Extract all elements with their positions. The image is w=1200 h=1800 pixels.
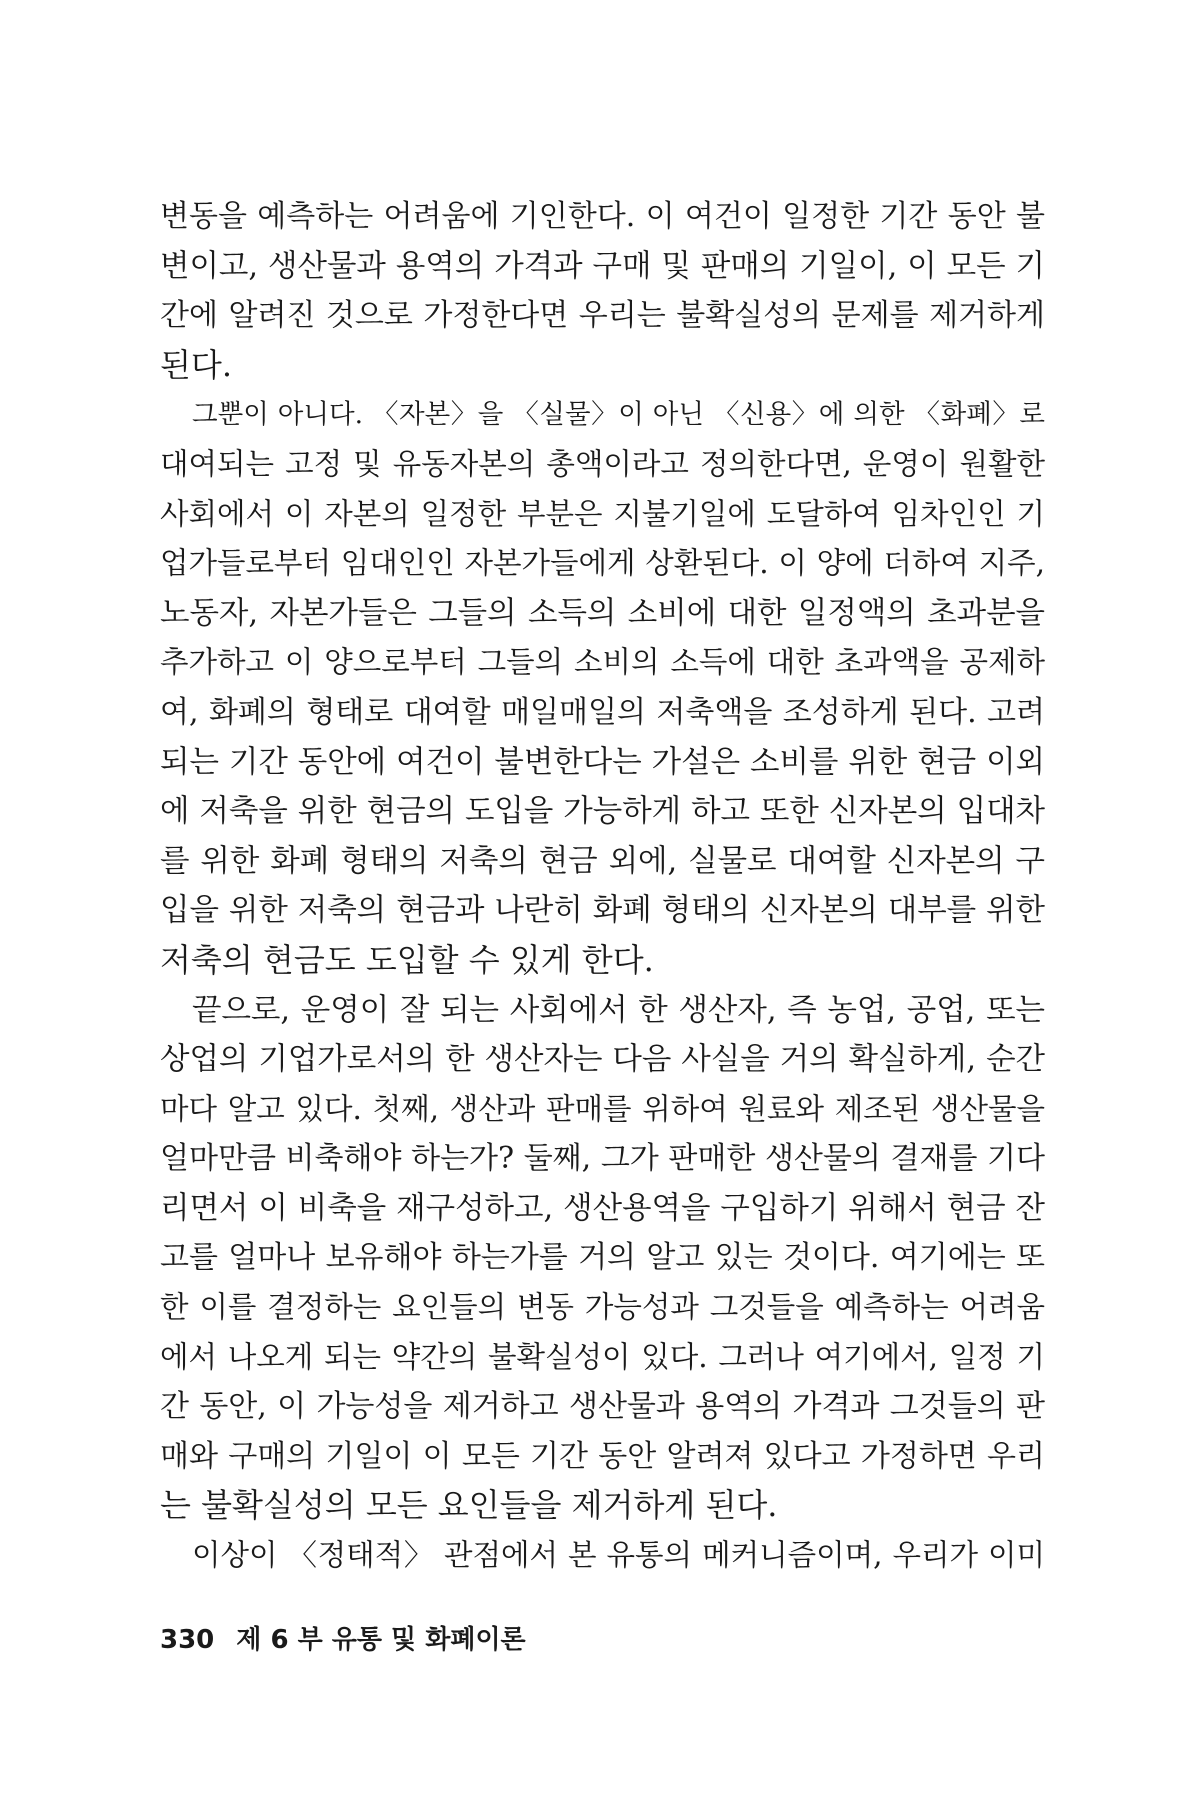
text-line: 사회에서 이 자본의 일정한 부분은 지불기일에 도달하여 임차인인 기 bbox=[160, 496, 1045, 531]
text-line: 변동을 예측하는 어려움에 기인한다. 이 여건이 일정한 기간 동안 불 bbox=[160, 199, 1045, 234]
text-line: 그뿐이 아니다. 〈자본〉을 〈실물〉이 아닌 〈신용〉에 의한 〈화폐〉로 bbox=[192, 399, 1045, 431]
text-line: 대여되는 고정 및 유동자본의 총액이라고 정의한다면, 운영이 원활한 bbox=[160, 446, 1045, 481]
text-line: 를 위한 화폐 형태의 저축의 현금 외에, 실물로 대여할 신자본의 구 bbox=[160, 843, 1045, 879]
text-line: 매와 구매의 기일이 이 모든 기간 동안 알려져 있다고 가정하면 우리 bbox=[160, 1438, 1045, 1474]
text-line: 노동자, 자본가들은 그들의 소득의 소비에 대한 일정액의 초과분을 bbox=[160, 595, 1045, 631]
text-line: 고를 얼마나 보유해야 하는가를 거의 알고 있는 것이다. 여기에는 또 bbox=[160, 1240, 1045, 1276]
text-line: 추가하고 이 양으로부터 그들의 소비의 소득에 대한 초과액을 공제하 bbox=[160, 645, 1045, 680]
text-line: 된다. bbox=[160, 345, 232, 384]
text-line: 여, 화폐의 형태로 대여할 매일매일의 저축액을 조성하게 된다. 고려 bbox=[160, 694, 1045, 730]
text-line: 리면서 이 비축을 재구성하고, 생산용역을 구입하기 위해서 현금 잔 bbox=[160, 1190, 1045, 1226]
text-line: 되는 기간 동안에 여건이 불변한다는 가설은 소비를 위한 현금 이외 bbox=[160, 744, 1045, 780]
text-line: 한 이를 결정하는 요인들의 변동 가능성과 그것들을 예측하는 어려움 bbox=[160, 1290, 1045, 1325]
text-line: 간에 알려진 것으로 가정한다면 우리는 불확실성의 문제를 제거하게 bbox=[160, 298, 1045, 334]
text-line: 끝으로, 운영이 잘 되는 사회에서 한 생산자, 즉 농업, 공업, 또는 bbox=[192, 992, 1045, 1028]
page-number: 330 bbox=[160, 1625, 215, 1655]
text-line: 변이고, 생산물과 용역의 가격과 구매 및 판매의 기일이, 이 모든 기 bbox=[160, 248, 1045, 284]
paragraph bbox=[160, 1531, 1045, 1581]
text-line: 업가들로부터 임대인인 자본가들에게 상환된다. 이 양에 더하여 지주, bbox=[160, 546, 1045, 581]
text-line: 입을 위한 저축의 현금과 나란히 화폐 형태의 신자본의 대부를 위한 bbox=[160, 893, 1045, 929]
text-line: 는 불확실성의 모든 요인들을 제거하게 된다. bbox=[160, 1486, 778, 1525]
paragraph bbox=[160, 192, 1045, 390]
body-text bbox=[160, 192, 1045, 1581]
paragraph bbox=[160, 986, 1045, 1532]
paragraph bbox=[160, 390, 1045, 985]
text-line: 저축의 현금도 도입할 수 있게 한다. bbox=[160, 940, 654, 979]
text-line: 에서 나오게 되는 약간의 불확실성이 있다. 그러나 여기에서, 일정 기 bbox=[160, 1339, 1045, 1374]
text-line: 마다 알고 있다. 첫째, 생산과 판매를 위하여 원료와 제조된 생산물을 bbox=[160, 1091, 1045, 1126]
text-line: 에 저축을 위한 현금의 도입을 가능하게 하고 또한 신자본의 입대차 bbox=[160, 794, 1045, 830]
section-title: 제 6 부 유통 및 화폐이론 bbox=[236, 1625, 526, 1655]
text-line: 상업의 기업가로서의 한 생산자는 다음 사실을 거의 확실하게, 순간 bbox=[160, 1042, 1045, 1078]
text-line: 얼마만큼 비축해야 하는가? 둘째, 그가 판매한 생산물의 결재를 기다 bbox=[160, 1141, 1045, 1177]
page-footer bbox=[160, 1620, 526, 1660]
text-line: 간 동안, 이 가능성을 제거하고 생산물과 용역의 가격과 그것들의 판 bbox=[160, 1389, 1045, 1425]
text-line: 이상이 〈정태적〉 관점에서 본 유통의 메커니즘이며, 우리가 이미 bbox=[192, 1538, 1045, 1573]
